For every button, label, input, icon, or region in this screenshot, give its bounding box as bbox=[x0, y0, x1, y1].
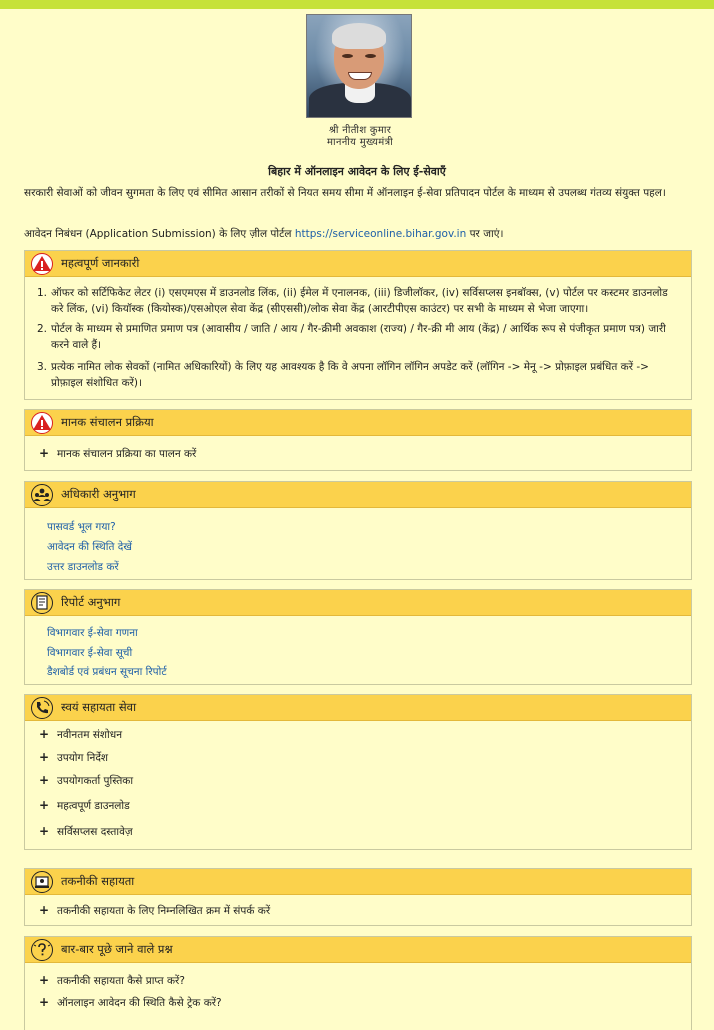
faq-item[interactable]: ऑनलाइन आवेदन की स्थिति कैसे ट्रेक करें? bbox=[57, 997, 222, 1009]
dept-eservice-count-link[interactable]: विभागवार ई-सेवा गणना bbox=[47, 627, 138, 639]
phone-icon bbox=[31, 697, 53, 719]
question-bulb-icon bbox=[31, 939, 53, 961]
sop-item[interactable]: मानक संचालन प्रक्रिया का पालन करें bbox=[57, 448, 197, 460]
helpdesk-icon bbox=[31, 871, 53, 893]
officer-panel bbox=[24, 481, 692, 580]
panel-title: मानक संचालन प्रक्रिया bbox=[61, 415, 154, 429]
important-info-panel: महत्वपूर्ण जानकारी 1. ऑफर को सर्टिफिकेट लेटर (i) एसएमएस में डाउनलोड लिंक, (ii) ईमेल में एनालनक, (iii) डिजीलॉकर, (iv) सर्विसप्लस इनबॉक्स, (v) पोर्टल पर कस्टमर डाउनलोड करे लिंक, (vi) कियॉस्क (कियोस्क)/एसओएल सेवा केंद्र (सीएससी)/लोक सेवा केंद्र (आरटीपीएस काउंटर) पर सभी के माध्यम से भेजा जाएगा। 2. पोर्टल के माध्यम से प्रमाणित प्रमाण पत्र (आवासीय / जाति / आय / गैर-क्रीमी अवकाश (राज्य) / गैर-क्री मी आय (केंद्र) / आर्थिक रूप से पंजीकृत प्रमाण पत्र) जारी करने वाले हैं। 3. प्रत्येक नामित लोक सेवकों (नामित अधिकारियों) के लिए यह आवश्यक है कि वे अपना लॉगिन लॉगिन अपडेट करें (लॉगिन -> मेनू -> प्रोफ़ाइल प्रबंधित करें -> प्रोफ़ाइल संशोधित करें)। bbox=[24, 250, 692, 400]
photo-caption-role: माननीय मुख्यमंत्री bbox=[327, 137, 393, 148]
panel-title: बार-बार पूछे जाने वाले प्रश्न bbox=[61, 942, 173, 956]
panel-header bbox=[25, 410, 691, 436]
application-suffix: पर जाएं। bbox=[469, 228, 504, 240]
application-line bbox=[24, 227, 692, 241]
faq-item[interactable]: तकनीकी सहायता कैसे प्राप्त करें? bbox=[57, 975, 185, 987]
plus-icon: + bbox=[39, 903, 50, 917]
tech-contact-item[interactable]: तकनीकी सहायता के लिए निम्नलिखित क्रम में संपर्क करें bbox=[57, 905, 271, 917]
panel-header bbox=[25, 937, 691, 963]
plus-icon: + bbox=[39, 773, 50, 787]
plus-icon: + bbox=[39, 727, 50, 741]
page-title: बिहार में ऑनलाइन आवेदन के लिए ई-सेवाएँ bbox=[268, 165, 446, 178]
plus-icon: + bbox=[39, 973, 50, 987]
forgot-password-link[interactable]: पासवर्ड भूल गया? bbox=[47, 521, 116, 533]
warning-icon bbox=[31, 253, 53, 275]
plus-icon: + bbox=[39, 446, 50, 460]
download-reply-link[interactable]: उत्तर डाउनलोड करें bbox=[47, 561, 119, 573]
chief-minister-photo bbox=[306, 14, 412, 118]
plus-icon: + bbox=[39, 798, 50, 812]
faq-panel bbox=[24, 936, 692, 1030]
service-portal-link[interactable]: https://serviceonline.bihar.gov.in bbox=[294, 228, 467, 240]
intro-text: सरकारी सेवाओं को जीवन सुगमता के लिए एवं सीमित आसान तरीकों से नियत समय सीमा में ऑनलाइन ई-सेवा प्रतिपादन पोर्टल के माध्यम से उपलब्ध गंतव्य संयुक्त पहल। bbox=[24, 187, 666, 199]
panel-header bbox=[25, 590, 691, 616]
panel-header bbox=[25, 482, 691, 508]
report-panel bbox=[24, 589, 692, 685]
latest-amendment-item[interactable]: नवीनतम संशोधन bbox=[57, 729, 123, 741]
report-icon bbox=[31, 592, 53, 614]
panel-title: रिपोर्ट अनुभाग bbox=[61, 595, 121, 609]
important-downloads-item[interactable]: महत्वपूर्ण डाउनलोड bbox=[57, 800, 130, 812]
panel-title: महत्वपूर्ण जानकारी bbox=[61, 256, 140, 270]
plus-icon: + bbox=[39, 995, 50, 1009]
panel-title: तकनीकी सहायता bbox=[61, 874, 135, 888]
panel-header bbox=[25, 869, 691, 895]
tech-help-panel bbox=[24, 868, 692, 926]
warning-icon bbox=[31, 412, 53, 434]
photo-caption-name: श्री नीतीश कुमार bbox=[328, 125, 392, 136]
user-manual-item[interactable]: उपयोगकर्ता पुस्तिका bbox=[57, 775, 134, 787]
panel-header bbox=[25, 695, 691, 721]
self-help-panel bbox=[24, 694, 692, 850]
top-bar bbox=[0, 0, 714, 9]
panel-title: अधिकारी अनुभाग bbox=[61, 487, 136, 501]
users-icon bbox=[31, 484, 53, 506]
application-prefix: आवेदन निबंधन (Application Submission) के लिए ज़ील पोर्टल bbox=[24, 228, 292, 240]
dept-eservice-list-link[interactable]: विभागवार ई-सेवा सूची bbox=[47, 647, 133, 659]
panel-title: स्वयं सहायता सेवा bbox=[61, 700, 137, 714]
sop-panel bbox=[24, 409, 692, 471]
usage-instructions-item[interactable]: उपयोग निर्देश bbox=[57, 752, 109, 764]
plus-icon: + bbox=[39, 750, 50, 764]
application-status-link[interactable]: आवेदन की स्थिति देखें bbox=[47, 541, 132, 553]
plus-icon: + bbox=[39, 824, 50, 838]
panel-header bbox=[25, 251, 691, 277]
serviceplus-docs-item[interactable]: सर्विसप्लस दस्तावेज़ bbox=[57, 826, 133, 838]
dashboard-mis-link[interactable]: डैशबोर्ड एवं प्रबंधन सूचना रिपोर्ट bbox=[47, 666, 167, 678]
